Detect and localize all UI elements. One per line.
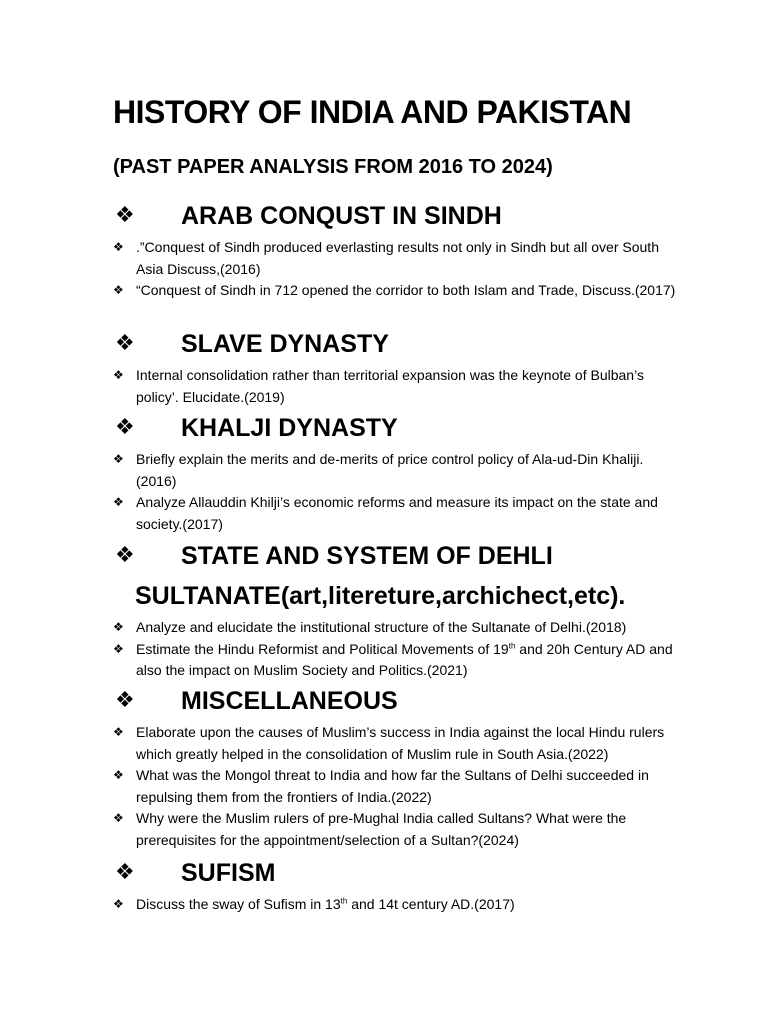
diamond-bullet-icon: ❖ [113, 283, 124, 297]
section-heading-text: STATE AND SYSTEM OF DEHLI [181, 542, 553, 570]
section-heading [113, 681, 683, 721]
section-heading [113, 536, 683, 616]
list-item-text-part: and 20h Century AD and also the impact on Muslim Society and Politics.(2021) [136, 640, 673, 678]
diamond-bullet-icon: ❖ [113, 240, 124, 254]
section-heading-text: ARAB CONQUST IN SINDH [181, 202, 502, 230]
section-heading [113, 196, 683, 236]
list-item-text: Internal consolidation rather than territorial expansion was the keynote of Bulban’s policy’. Elucidate.(2019) [136, 367, 644, 405]
diamond-bullet-icon: ❖ [113, 620, 124, 634]
list-item-text [136, 896, 515, 912]
diamond-bullet-icon: ❖ [113, 641, 124, 656]
diamond-bullet-icon: ❖ [115, 203, 135, 228]
superscript: th [508, 640, 516, 650]
section-heading-text: SUFISM [181, 859, 276, 887]
document-subtitle: (PAST PAPER ANALYSIS FROM 2016 TO 2024) [113, 156, 553, 178]
list-item [113, 722, 683, 765]
list-item-text [136, 641, 673, 679]
list-item-text-part: Discuss the sway of Sufism in 13 [136, 896, 341, 912]
list-item [113, 365, 683, 408]
document-title: HISTORY OF INDIA AND PAKISTAN [113, 94, 632, 130]
section-arab-conquest [113, 196, 683, 302]
section-khalji-dynasty [113, 408, 683, 535]
list-item-text: “Conquest of Sindh in 712 opened the corridor to both Islam and Trade, Discuss.(2017) [136, 282, 676, 298]
list-item [113, 280, 683, 302]
list-item-text: .”Conquest of Sindh produced everlasting results not only in Sindh but all over South Asia Discuss,(2016) [136, 239, 659, 277]
diamond-bullet-icon: ❖ [113, 725, 124, 739]
list-item-text: What was the Mongol threat to India and how far the Sultans of Delhi succeeded in repulsing them from the frontiers of India.(2022) [136, 767, 649, 805]
diamond-bullet-icon: ❖ [115, 415, 135, 440]
list-item [113, 492, 683, 535]
list-item [113, 237, 683, 280]
section-heading [113, 324, 683, 364]
section-delhi-sultanate [113, 536, 683, 682]
diamond-bullet-icon: ❖ [115, 543, 135, 568]
section-slave-dynasty [113, 324, 683, 408]
list-item-text: Elaborate upon the causes of Muslim’s success in India against the local Hindu rulers which greatly helped in the consolidation of Muslim rule in South Asia.(2022) [136, 724, 665, 762]
list-item [113, 639, 683, 682]
list-item [113, 808, 683, 851]
section-heading [113, 408, 683, 448]
diamond-bullet-icon: ❖ [113, 368, 124, 382]
section-sufism [113, 853, 683, 916]
diamond-bullet-icon: ❖ [113, 495, 124, 509]
list-item-text-part: Estimate the Hindu Reformist and Political Movements of 19 [136, 640, 509, 657]
list-item-text: Analyze and elucidate the institutional structure of the Sultanate of Delhi.(2018) [136, 619, 627, 635]
superscript: th [340, 896, 348, 906]
list-item [113, 617, 683, 639]
section-heading-text: MISCELLANEOUS [181, 687, 398, 715]
diamond-bullet-icon: ❖ [115, 860, 135, 885]
diamond-bullet-icon: ❖ [113, 811, 124, 825]
list-item [113, 765, 683, 808]
list-item-text: Why were the Muslim rulers of pre-Mughal India called Sultans? What were the prerequisites for the appointment/selection of a Sultan?(2024) [136, 810, 627, 848]
diamond-bullet-icon: ❖ [113, 452, 124, 466]
section-miscellaneous [113, 681, 683, 851]
list-item [113, 449, 683, 492]
diamond-bullet-icon: ❖ [113, 768, 124, 782]
list-item-text-part: and 14t century AD.(2017) [347, 896, 515, 912]
list-item-text: Briefly explain the merits and de-merits of price control policy of Ala-ud-Din Khaliji.(2016) [136, 451, 644, 489]
section-heading-text: SLAVE DYNASTY [181, 330, 389, 358]
section-heading-text-continued: SULTANATE(art,litereture,archichect,etc). [135, 582, 626, 610]
section-heading-text: KHALJI DYNASTY [181, 414, 398, 442]
list-item-text: Analyze Allauddin Khilji’s economic reforms and measure its impact on the state and society.(2017) [136, 494, 658, 532]
section-heading [113, 853, 683, 893]
diamond-bullet-icon: ❖ [113, 897, 124, 911]
list-item [113, 894, 683, 916]
diamond-bullet-icon: ❖ [115, 688, 135, 713]
diamond-bullet-icon: ❖ [115, 331, 135, 356]
